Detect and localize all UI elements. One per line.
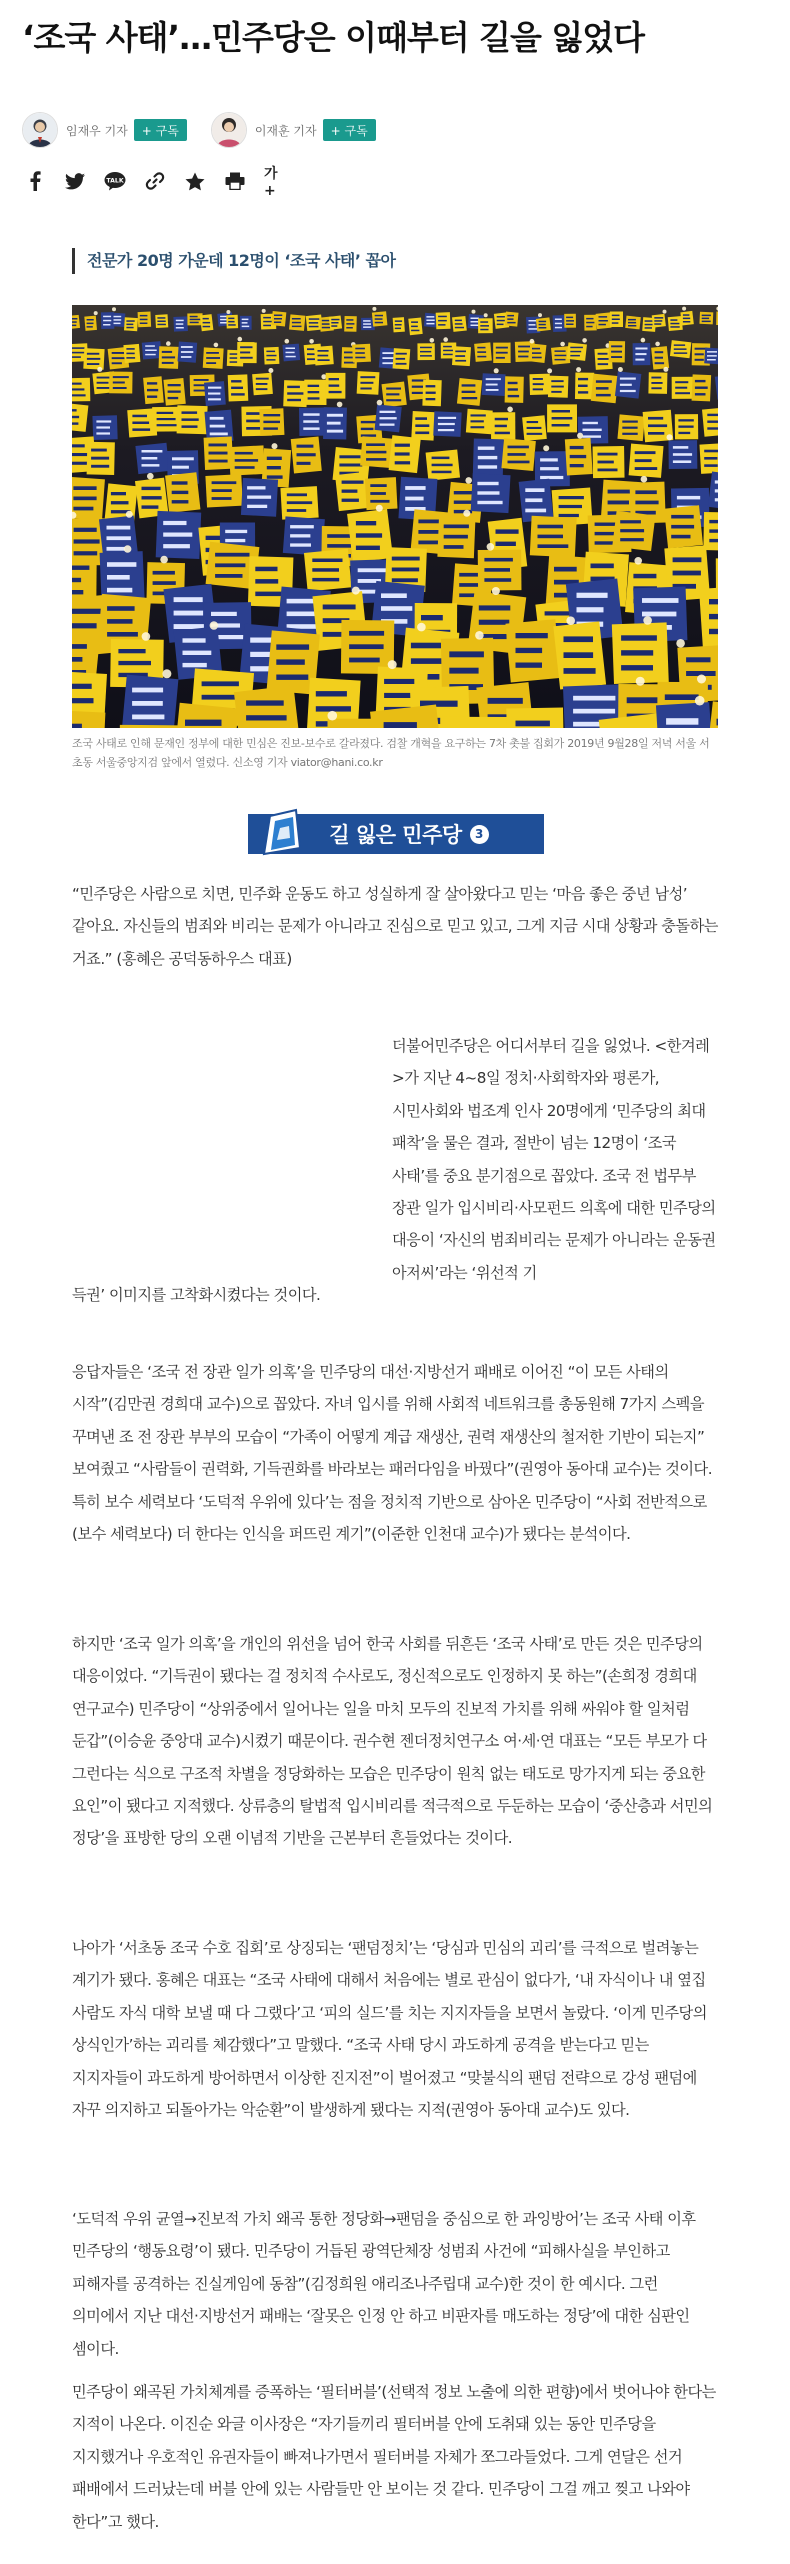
bookmark-star-icon[interactable]: [184, 170, 206, 192]
paragraph-body: 나아가 ‘서초동 조국 수호 집회’로 상징되는 ‘팬덤정치’는 ‘당심과 민심의 괴리’를 극적으로 벌려놓는 계기가 됐다. 홍혜은 대표는 “조국 사태에 대해서 처음에는 별로 관심이 없다가, ‘내 자식이나 내 옆집 사람도 자식 대학 보낼 때 다 그랬다’고 ‘피의 실드’를 치는 지지자들을 보면서 놀랐다. ‘이게 민주당의 상식인가’하는 괴리를 체감했다”고 말했다. “조국 사태 당시 과도하게 공격을 받는다고 믿는 지지자들이 과도하게 방어하면서 이상한 진지전”이 벌어졌고 “맞불식의 팬덤 전략으로 강성 팬덤에 자꾸 의지하고 되돌아가는 악순환”이 발생하게 됐다는 지적(권영아 동아대 교수)도 있다.: [72, 1939, 707, 2120]
paragraph-body: 민주당이 왜곡된 가치체계를 증폭하는 ‘필터버블’(선택적 정보 노출에 의한 편향)에서 벗어나야 한다는 지적이 나온다. 이진순 와글 이사장은 “자기들끼리 필터버블 안에 도취돼 있는 동안 민주당을 지지했거나 우호적인 유권자들이 빠져나가면서 필터버블 자체가 쪼그라들었다. 그게 연달은 선거 패배에서 드러났는데 버블 안에 있는 사람들만 안 보이는 것 같다. 민주당이 그걸 깨고 찢고 나와야 한다”고 했다.: [72, 2383, 716, 2531]
kakaotalk-icon[interactable]: [104, 170, 126, 192]
author-1: [22, 112, 187, 148]
series-number-badge: 3: [470, 825, 489, 844]
share-toolbar: [24, 166, 304, 199]
author-avatar[interactable]: [211, 112, 247, 148]
link-icon[interactable]: [144, 170, 166, 192]
paragraph-intro: 더불어민주당은 어디서부터 길을 잃었나. <한겨레>가 지난 4~8일 정치·사회학자와 평론가, 시민사회와 법조계 인사 20명에게 ‘민주당의 최대 패착’을 물은 결과, 절반이 넘는 12명이 ‘조국 사태’를 중요 분기점으로 꼽았다. 조국 전 법무부 장관 일가 입시비리·사모펀드 의혹에 대한 민주당의 대응이 ‘자신의 범죄비리는 문제가 아니라는 운동권 아저씨’라는 ‘위선적 기: [392, 1037, 716, 1282]
twitter-icon[interactable]: [64, 170, 86, 192]
author-name[interactable]: 임재우 기자: [66, 123, 128, 138]
author-avatar[interactable]: [22, 112, 58, 148]
article-headline: ‘조국 사태’…민주당은 이때부터 길을 잃었다: [22, 18, 644, 57]
series-banner-title: 길 잃은 민주당: [329, 823, 462, 847]
article-photo: [72, 305, 718, 728]
paragraph-intro-tail: 득권’ 이미지를 고착화시켰다는 것이다.: [72, 1286, 321, 1304]
byline: [22, 108, 400, 152]
facebook-icon[interactable]: [24, 170, 46, 192]
subscribe-button[interactable]: + 구독: [134, 119, 187, 141]
author-name[interactable]: 이재훈 기자: [254, 123, 317, 138]
svg-text:TALK: TALK: [106, 177, 124, 185]
paragraph-body: 응답자들은 ‘조국 전 장관 일가 의혹’을 민주당의 대선·지방선거 패배로 이어진 “이 모든 사태의 시작”(김만권 경희대 교수)으로 꼽았다. 자녀 입시를 위해 사회적 네트워크를 총동원해 7가지 스펙을 꾸며낸 조 전 장관 부부의 모습이 “가족이 어떻게 계급 재생산, 권력 재생산의 철저한 기반이 되는지” 보여줬고 “사람들이 권력화, 기득권화를 바라보는 패러다임을 바꿨다”(권영아 동아대 교수)는 것이다. 특히 보수 세력보다 ‘도덕적 우위에 있다’는 점을 정치적 기반으로 삼아온 민주당이 “사회 전반적으로 (보수 세력보다) 더 한다는 인식을 퍼뜨린 계기”(이준한 인천대 교수)가 됐다는 분석이다.: [72, 1363, 713, 1544]
font-size-icon[interactable]: [264, 166, 286, 199]
series-emblem-icon: [262, 808, 302, 858]
author-2: [211, 112, 376, 148]
font-size-label: 가+: [264, 166, 278, 199]
paragraph-quote: “민주당은 사람으로 치면, 민주화 운동도 하고 성실하게 잘 살아왔다고 믿는 ‘마음 좋은 중년 남성’ 같아요. 자신들의 범죄와 비리는 문제가 아니라고 진심으로 믿고 있고, 그게 지금 시대 상황과 충돌하는 거죠.” (홍혜은 공덕동하우스 대표): [72, 885, 718, 968]
series-banner[interactable]: [248, 808, 544, 856]
paragraph-body: ‘도덕적 우위 균열→진보적 가치 왜곡 통한 정당화→팬덤을 중심으로 한 과잉방어’는 조국 사태 이후 민주당의 ‘행동요령’이 됐다. 민주당이 거듭된 광역단체장 성범죄 사건에 “피해사실을 부인하고 피해자를 공격하는 진실게임에 동참”(김정희원 애리조나주립대 교수)한 것이 한 예시다. 그런 의미에서 지난 대선·지방선거 패배는 ‘잘못은 인정 안 하고 비판자를 매도하는 정당’에 대한 심판인 셈이다.: [72, 2210, 696, 2358]
print-icon[interactable]: [224, 170, 246, 192]
article-subhead: 전문가 20명 가운데 12명이 ‘조국 사태’ 꼽아: [72, 248, 395, 274]
paragraph-body: 하지만 ‘조국 일가 의혹’을 개인의 위선을 넘어 한국 사회를 뒤흔든 ‘조국 사태’로 만든 것은 민주당의 대응이었다. “기득권이 됐다는 걸 정치적 수사로도, 정신적으로도 인정하지 못 하는”(손희정 경희대 연구교수) 민주당이 “상위중에서 일어나는 일을 마치 모두의 진보적 가치를 위해 싸워야 할 일처럼 둔갑”(이승윤 중앙대 교수)시켰기 때문이다. 권수현 젠더정치연구소 여·세·연 대표는 “모든 부모가 다 그런다는 식으로 구조적 차별을 정당화하는 모습은 민주당이 원칙 없는 태도로 망가지게 되는 중요한 요인”이 됐다고 지적했다. 상류층의 탈법적 입시비리를 적극적으로 두둔하는 모습이 ‘중산층과 서민의 정당’을 표방한 당의 오랜 이념적 기반을 근본부터 흔들었다는 것이다.: [72, 1635, 713, 1848]
subscribe-button[interactable]: + 구독: [323, 119, 376, 141]
photo-caption: 조국 사태로 인해 문재인 정부에 대한 민심은 진보-보수로 갈라졌다. 검찰 개혁을 요구하는 7차 촛불 집회가 2019년 9월28일 저녁 서울 서초동 서울중앙지검 앞에서 열렸다. 신소영 기자 viator@hani.co.kr: [72, 737, 710, 769]
